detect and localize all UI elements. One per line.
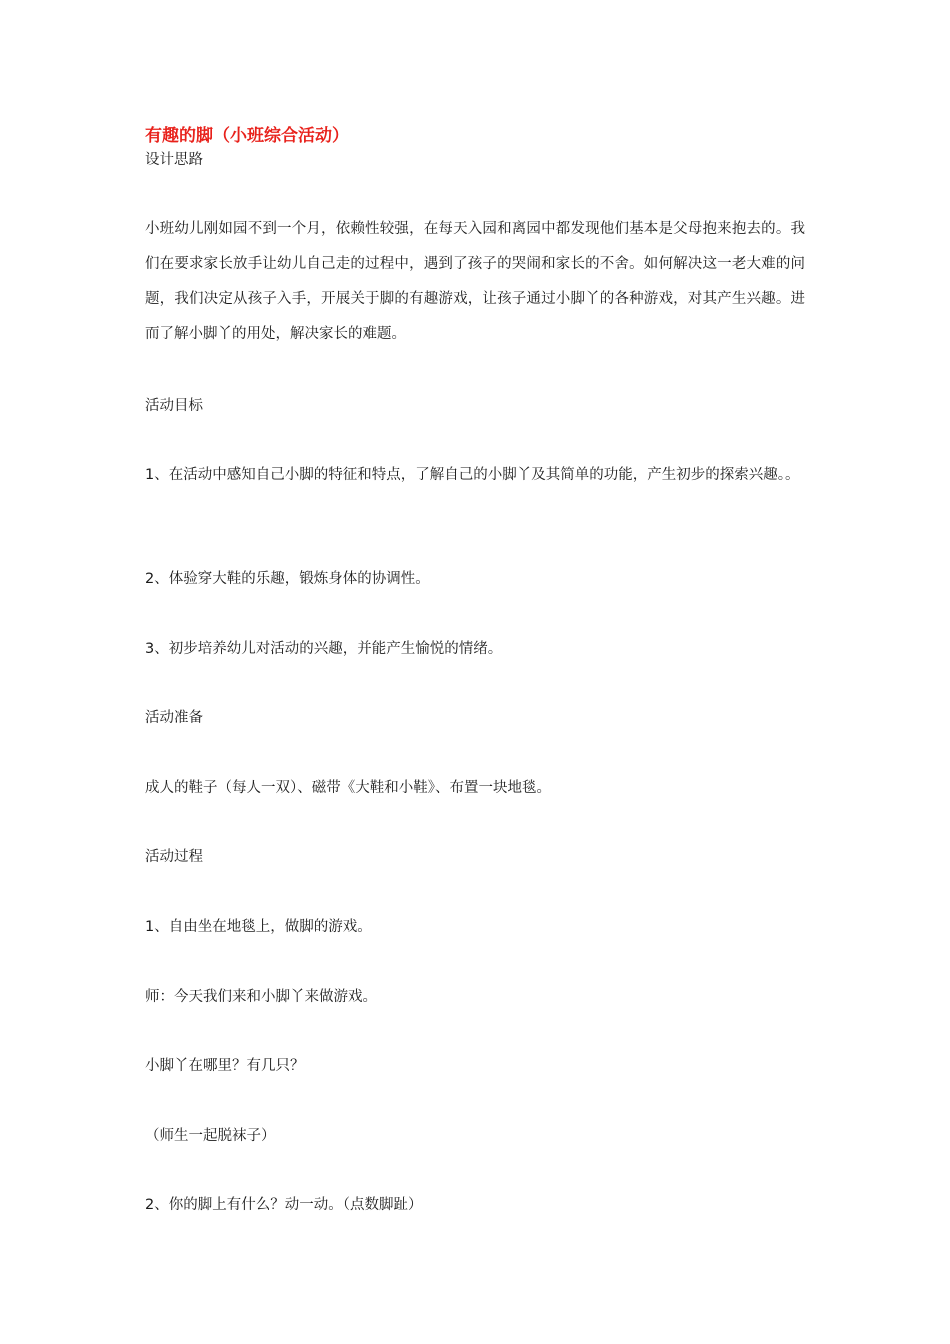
goal-item-2: 2、体验穿大鞋的乐趣，锻炼身体的协调性。 (145, 571, 430, 587)
goal-item-1: 1、在活动中感知自己小脚的特征和特点，了解自己的小脚丫及其简单的功能，产生初步的探索兴趣。。 (145, 467, 800, 483)
document-title: 有趣的脚（小班综合活动） (145, 126, 349, 146)
design-paragraph: 小班幼儿刚如园不到一个月，依赖性较强，在每天入园和离园中都发现他们基本是父母抱来抱去的。我们在要求家长放手让幼儿自己走的过程中，遇到了孩子的哭闹和家长的不舍。如何解决这一老大难的问题，我们决定从孩子入手，开展关于脚的有趣游戏，让孩子通过小脚丫的各种游戏，对其产生兴趣。进而了解小脚丫的用处，解决家长的难题。 (145, 221, 805, 342)
process-step-2: 2、你的脚上有什么？动一动。（点数脚趾） (145, 1197, 423, 1213)
process-heading: 活动过程 (145, 849, 203, 865)
prep-heading: 活动准备 (145, 710, 203, 726)
process-step-1: 1、自由坐在地毯上，做脚的游戏。 (145, 919, 372, 935)
question-line: 小脚丫在哪里？有几只？ (145, 1058, 305, 1074)
design-heading: 设计思路 (145, 152, 203, 168)
note-line: （师生一起脱袜子） (145, 1128, 276, 1144)
goal-item-3: 3、初步培养幼儿对活动的兴趣，并能产生愉悦的情绪。 (145, 641, 503, 657)
prep-text: 成人的鞋子（每人一双）、磁带《大鞋和小鞋》、布置一块地毯。 (145, 780, 551, 796)
goals-heading: 活动目标 (145, 398, 203, 414)
teacher-line: 师：今天我们来和小脚丫来做游戏。 (145, 989, 377, 1005)
